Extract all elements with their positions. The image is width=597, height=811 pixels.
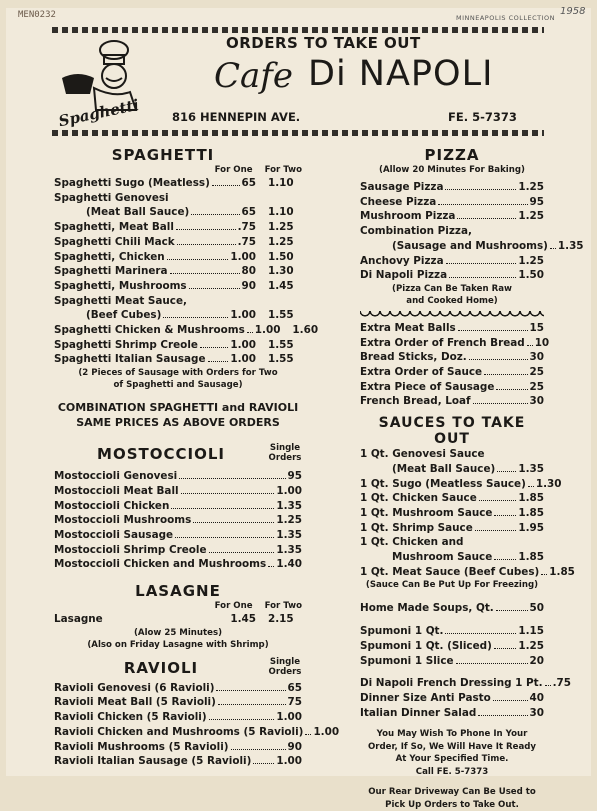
menu-item-name: Anchovy Pizza: [360, 254, 444, 267]
menu-item-price: 1.50: [518, 269, 544, 282]
menu-item-price: 1.00: [276, 755, 302, 768]
driveway-note: [360, 786, 544, 811]
menu-item-name: Mostoccioli Sausage: [54, 528, 174, 541]
menu-item-name: 1 Qt. Shrimp Sauce: [360, 521, 473, 534]
dot-leader: [494, 559, 516, 560]
spaghetti-title: SPAGHETTI: [111, 146, 215, 164]
dot-leader: [545, 685, 551, 686]
menu-item: [54, 235, 302, 250]
menu-item-price: 25: [529, 366, 544, 379]
phone-note-1: You May Wish To Phone In Your: [376, 729, 528, 740]
dot-leader: [268, 566, 274, 567]
dot-leader: [445, 189, 516, 190]
dot-leader: [179, 478, 285, 479]
menu-item-price: 1.15: [518, 625, 544, 638]
menu-item-name: Extra Piece of Sausage: [360, 380, 495, 393]
dot-leader: [181, 493, 275, 494]
price-for-one: 1.00: [230, 309, 256, 322]
menu-item-name: Ravioli Chicken (5 Ravioli): [54, 711, 207, 724]
lasagne-note-2: (Also on Friday Lasagne with Shrimp): [87, 639, 269, 650]
menu-item: [54, 205, 302, 220]
menu-item: [360, 365, 544, 380]
price-for-two: 1.30: [268, 265, 294, 278]
lasagne-two: 2.15: [268, 613, 294, 626]
menu-item: [360, 550, 544, 565]
menu-item: [360, 321, 544, 336]
lasagne-title: LASAGNE: [135, 582, 221, 601]
menu-item-price: 1.25: [518, 639, 544, 652]
menu-item: [54, 740, 302, 755]
menu-item-name: Combination Pizza,: [360, 225, 472, 238]
dot-leader: [457, 218, 516, 219]
menu-item-name: Ravioli Italian Sausage (5 Ravioli): [54, 755, 252, 768]
menu-item: [360, 350, 544, 365]
lasagne-col-two: For Two: [264, 601, 302, 612]
salads-list: [360, 676, 571, 720]
menu-item-name: 1 Qt. Chicken and: [360, 536, 464, 549]
menu-item-price: 30: [529, 395, 544, 408]
menu-item-name: Ravioli Meat Ball (5 Ravioli): [54, 696, 216, 709]
menu-item: [54, 220, 302, 235]
pizza-list: [360, 180, 584, 283]
dot-leader: [497, 471, 516, 472]
menu-item: [360, 654, 544, 669]
menu-item-name: (Sausage and Mushrooms): [392, 239, 548, 252]
pizza-title: PIZZA: [424, 146, 480, 164]
menu-item: [360, 195, 544, 210]
menu-item: [54, 352, 302, 367]
sauces-title: SAUCES TO TAKE OUT: [378, 415, 526, 448]
menu-item-price: 1.85: [518, 506, 544, 519]
menu-item-price: 1.35: [518, 462, 544, 475]
dot-leader: [541, 574, 547, 575]
menu-item-name: Spumoni 1 Qt. (Sliced): [360, 639, 492, 652]
combo-line-1: COMBINATION SPAGHETTI and RAVIOLI: [57, 401, 299, 415]
menu-item-price: 1.85: [549, 565, 575, 578]
price-for-two: 1.55: [268, 353, 294, 366]
menu-item-name: Spaghetti Sugo (Meatless): [54, 177, 210, 189]
driveway-note-2: Pick Up Orders to Take Out.: [385, 799, 519, 810]
menu-item: [360, 601, 544, 616]
menu-item: [54, 543, 302, 558]
menu-item-price: 20: [529, 654, 544, 667]
archive-id: MEN0232: [18, 10, 56, 20]
dot-leader: [175, 537, 274, 538]
lasagne-one: 1.45: [230, 613, 256, 626]
dot-leader: [253, 763, 274, 764]
dot-leader: [445, 633, 516, 634]
dot-leader: [469, 359, 528, 360]
menu-item: [360, 565, 575, 580]
menu-item: [54, 308, 302, 323]
menu-item: [360, 268, 544, 283]
menu-item-name: Ravioli Chicken and Mushrooms (5 Ravioli): [54, 725, 304, 738]
menu-item-price: 65: [287, 681, 302, 694]
menu-item: [54, 250, 302, 265]
phone-note: [360, 728, 544, 778]
dot-leader: [446, 263, 517, 264]
menu-item-name: Extra Meat Balls: [360, 321, 456, 334]
extras-list: [360, 321, 550, 409]
menu-item-price: 1.00: [276, 711, 302, 724]
price-for-two: 1.25: [268, 235, 294, 248]
menu-item-name: Spaghetti Marinera: [54, 265, 168, 278]
dot-leader: [208, 361, 229, 362]
menu-item: [360, 180, 544, 195]
mostoccioli-title: MOSTOCCIOLI: [97, 445, 225, 464]
menu-item: [54, 176, 302, 191]
lasagne-col-headers: [54, 600, 302, 612]
menu-item: [54, 484, 302, 499]
ravioli-col: Single Orders: [268, 656, 302, 677]
menu-item: [54, 557, 302, 572]
menu-item: [54, 513, 302, 528]
menu-item-name: Italian Dinner Salad: [360, 706, 477, 719]
ravioli-header: [54, 657, 302, 677]
menu-item-price: 25: [529, 380, 544, 393]
col-for-two: For Two: [264, 165, 302, 175]
menu-item: [360, 521, 544, 536]
menu-item: [360, 209, 544, 224]
wave-divider: [360, 311, 544, 317]
menu-item-name: Mostoccioli Chicken: [54, 499, 170, 512]
dot-leader: [493, 700, 528, 701]
menu-item-name: Spaghetti Genovesi: [54, 191, 169, 204]
price-for-two: 1.45: [268, 279, 294, 292]
menu-item-price: 1.00: [276, 484, 302, 497]
price-for-one: .75: [237, 221, 256, 234]
menu-item: [54, 710, 302, 725]
menu-item: [360, 462, 544, 477]
sauces-list: [360, 447, 575, 579]
dot-leader: [200, 347, 228, 348]
menu-item-price: 40: [529, 691, 544, 704]
menu-item: [360, 336, 550, 351]
dot-leader: [438, 204, 527, 205]
combo-line-2: SAME PRICES AS ABOVE ORDERS: [76, 416, 280, 430]
header-rule: [52, 130, 544, 136]
right-column: [360, 146, 584, 811]
menu-item: [360, 676, 571, 691]
menu-item: [360, 224, 544, 239]
menu-item-name: Spaghetti Chicken & Mushrooms: [54, 324, 245, 337]
menu-item: [360, 394, 544, 409]
menu-item-name: Spaghetti Chili Mack: [54, 235, 175, 248]
phone-note-3: At Your Specified Time.: [395, 754, 509, 765]
driveway-note-1: Our Rear Driveway Can Be Used to: [368, 787, 536, 798]
dot-leader: [189, 288, 240, 289]
price-for-one: 65: [241, 206, 256, 219]
lasagne-col-one: For One: [214, 601, 253, 612]
menu-item: [360, 624, 544, 639]
menu-item-price: 30: [529, 351, 544, 364]
menu-item: [54, 264, 302, 279]
spaghetti-note: (2 Pieces of Sausage with Orders for Two of Spaghetti and Sausage): [78, 368, 278, 391]
ravioli-list: [54, 681, 340, 769]
menu-item-price: 95: [529, 195, 544, 208]
menu-item-price: 15: [529, 321, 544, 334]
menu-item-name: Bread Sticks, Doz.: [360, 351, 467, 364]
sauces-note: (Sauce Can Be Put Up For Freezing): [365, 580, 539, 591]
price-for-two: 1.10: [268, 177, 294, 189]
phone-note-2: Order, If So, We Will Have It Ready: [367, 741, 537, 752]
menu-item-name: Spumoni 1 Qt.: [360, 625, 444, 638]
lasagne-note-1: (Alow 25 Minutes): [133, 627, 223, 638]
menu-item-name: 1 Qt. Meat Sauce (Beef Cubes): [360, 565, 540, 578]
top-rule: [52, 27, 544, 33]
menu-item: [360, 706, 544, 721]
dot-leader: [193, 522, 274, 523]
col-for-one: For One: [214, 165, 253, 175]
menu-item-price: 1.35: [276, 499, 302, 512]
menu-item-price: 1.25: [276, 514, 302, 527]
price-for-one: 90: [241, 279, 256, 292]
menu-item: [360, 691, 544, 706]
menu-item-name: Spaghetti Shrimp Creole: [54, 338, 198, 351]
menu-item: [360, 380, 544, 395]
menu-item: [54, 323, 319, 338]
menu-item: [360, 491, 544, 506]
menu-item-name: Spaghetti Meat Sauce,: [54, 294, 187, 307]
menu-item-price: 10: [534, 336, 550, 349]
menu-item-price: 1.25: [518, 181, 544, 193]
dot-leader: [176, 229, 236, 230]
dot-leader: [218, 704, 286, 705]
menu-item-name: (Meat Ball Sauce): [392, 462, 496, 475]
chef-logo: [54, 38, 156, 130]
menu-item-name: Extra Order of French Bread: [360, 336, 525, 349]
menu-item-name: Mostoccioli Chicken and Mushrooms: [54, 558, 267, 571]
dot-leader: [475, 530, 517, 531]
mostoccioli-col: Single Orders: [268, 443, 302, 464]
dot-leader: [496, 389, 527, 390]
menu-item-name: Home Made Soups, Qt.: [360, 602, 494, 615]
menu-item-name: Spumoni 1 Slice: [360, 654, 454, 667]
dot-leader: [496, 610, 528, 611]
pizza-note: (Pizza Can Be Taken Raw and Cooked Home): [392, 283, 512, 306]
archive-collection: MINNEAPOLIS COLLECTION: [456, 14, 555, 22]
menu-item-price: 95: [287, 470, 302, 483]
menu-item-name: 1 Qt. Sugo (Meatless Sauce): [360, 477, 526, 490]
dot-leader: [167, 259, 229, 260]
menu-item-name: Mushroom Sauce: [392, 551, 493, 564]
menu-item-name: 1 Qt. Chicken Sauce: [360, 492, 477, 505]
menu-item: [54, 469, 302, 484]
menu-item-name: French Bread, Loaf: [360, 395, 471, 408]
price-for-two: 1.55: [268, 309, 294, 322]
dot-leader: [484, 374, 527, 375]
menu-item-price: 1.85: [518, 551, 544, 564]
dot-leader: [216, 690, 285, 691]
price-for-one: .75: [237, 235, 256, 248]
menu-item-price: 1.35: [276, 543, 302, 556]
menu-item-price: 1.85: [518, 492, 544, 505]
menu-item-price: 1.95: [518, 521, 544, 534]
menu-item: [54, 528, 302, 543]
menu-item-price: 90: [287, 740, 302, 753]
menu-item-name: 1 Qt. Genovesi Sauce: [360, 448, 485, 461]
menu-item-name: 1 Qt. Mushroom Sauce: [360, 506, 493, 519]
menu-item-name: Spaghetti, Chicken: [54, 250, 165, 263]
spumoni-list: [360, 624, 544, 668]
lasagne-row: [54, 612, 302, 627]
pizza-subtitle: (Allow 20 Minutes For Baking): [379, 165, 525, 175]
cafe-script: Cafe: [214, 56, 293, 96]
menu-item-name: Spaghetti, Meat Ball: [54, 221, 174, 234]
menu-item-name: Mostoccioli Genovesi: [54, 470, 178, 483]
menu-item-price: 75: [287, 696, 302, 709]
menu-item-name: Mostoccioli Mushrooms: [54, 514, 192, 527]
address: 816 HENNEPIN AVE.: [172, 110, 301, 124]
menu-item-price: 1.40: [276, 558, 302, 571]
menu-item: [360, 639, 544, 654]
price-for-two: 1.55: [268, 338, 294, 351]
dot-leader: [209, 552, 275, 553]
dot-leader: [479, 500, 517, 501]
dot-leader: [209, 719, 275, 720]
menu-item: [54, 681, 302, 696]
price-for-one: 1.00: [230, 338, 256, 351]
menu-item-name: Dinner Size Anti Pasto: [360, 691, 491, 704]
logo-text: Spaghetti: [57, 95, 141, 131]
menu-item-name: Sausage Pizza: [360, 181, 444, 193]
price-for-two: 1.25: [268, 221, 294, 234]
price-for-one: 1.00: [254, 324, 281, 337]
dot-leader: [177, 244, 236, 245]
menu-item: [54, 499, 302, 514]
dot-leader: [494, 515, 516, 516]
dot-leader: [171, 508, 274, 509]
menu-item: [54, 338, 302, 353]
dot-leader: [494, 648, 517, 649]
menu-item: [54, 725, 340, 740]
spaghetti-list: [54, 176, 319, 367]
menu-item-name: Mushroom Pizza: [360, 210, 456, 223]
menu-item-name: Spaghetti Italian Sausage: [54, 353, 206, 366]
dot-leader: [528, 486, 534, 487]
menu-item: [360, 535, 544, 550]
cafe-name: Di NAPOLI: [308, 54, 494, 94]
menu-item-price: 1.35: [276, 528, 302, 541]
menu-item: [54, 695, 302, 710]
menu-item-price: 1.00: [313, 725, 340, 738]
menu-item-name: Di Napoli French Dressing 1 Pt.: [360, 677, 543, 690]
menu-item-name: (Beef Cubes): [86, 309, 162, 322]
dot-leader: [478, 715, 527, 716]
menu-item-name: Extra Order of Sauce: [360, 366, 483, 379]
price-for-one: 1.00: [230, 250, 256, 263]
phone: FE. 5-7373: [448, 110, 517, 124]
price-for-one: 80: [241, 265, 256, 278]
menu-item: [54, 279, 302, 294]
menu-item-price: 1.25: [518, 210, 544, 223]
menu-item-price: 50: [529, 602, 544, 615]
dot-leader: [550, 248, 556, 249]
dot-leader: [212, 185, 240, 186]
menu-item-name: Mostoccioli Shrimp Creole: [54, 543, 207, 556]
dot-leader: [231, 749, 286, 750]
price-for-two: 1.60: [292, 324, 319, 337]
menu-item-name: Cheese Pizza: [360, 195, 437, 208]
menu-item: [54, 191, 302, 206]
dot-leader: [305, 734, 311, 735]
menu-item-name: Ravioli Genovesi (6 Ravioli): [54, 681, 215, 694]
dot-leader: [527, 345, 533, 346]
menu-item: [54, 754, 302, 769]
dot-leader: [247, 332, 253, 333]
menu-item-price: 1.25: [518, 254, 544, 267]
menu-item: [360, 506, 544, 521]
menu-item-name: Spaghetti, Mushrooms: [54, 279, 187, 292]
dot-leader: [458, 330, 528, 331]
mostoccioli-list: [54, 469, 302, 572]
dot-leader: [191, 214, 239, 215]
menu-item: [360, 477, 562, 492]
dot-leader: [449, 277, 516, 278]
menu-item-price: 1.35: [557, 239, 584, 252]
menu-item-name: Mostoccioli Meat Ball: [54, 484, 179, 497]
menu-item: [360, 239, 584, 254]
menu-item-name: (Meat Ball Sauce): [86, 206, 190, 219]
phone-note-4: Call FE. 5-7373: [415, 766, 489, 777]
menu-item-name: Di Napoli Pizza: [360, 269, 448, 282]
dot-leader: [163, 317, 228, 318]
mostoccioli-header: [54, 443, 302, 463]
menu-item: [360, 254, 544, 269]
price-for-one: 65: [241, 177, 256, 189]
menu-item-price: .75: [552, 677, 571, 690]
menu-item-price: 1.30: [535, 477, 562, 490]
dot-leader: [473, 403, 528, 404]
price-for-one: 1.00: [230, 353, 256, 366]
dot-leader: [170, 273, 240, 274]
spaghetti-col-headers: [54, 164, 302, 176]
ravioli-title: RAVIOLI: [123, 658, 199, 677]
soups-list: [360, 601, 544, 616]
price-for-two: 1.10: [268, 206, 294, 219]
header-title: ORDERS TO TAKE OUT: [226, 34, 421, 52]
price-for-two: 1.50: [268, 250, 294, 263]
menu-item: [360, 447, 544, 462]
archive-year: 1958: [560, 6, 586, 17]
menu-item: [54, 294, 302, 309]
lasagne-name: Lasagne: [54, 613, 103, 626]
dot-leader: [456, 663, 528, 664]
left-column: [54, 146, 340, 769]
menu-item-name: Ravioli Mushrooms (5 Ravioli): [54, 740, 229, 753]
menu-item-price: 30: [529, 706, 544, 719]
